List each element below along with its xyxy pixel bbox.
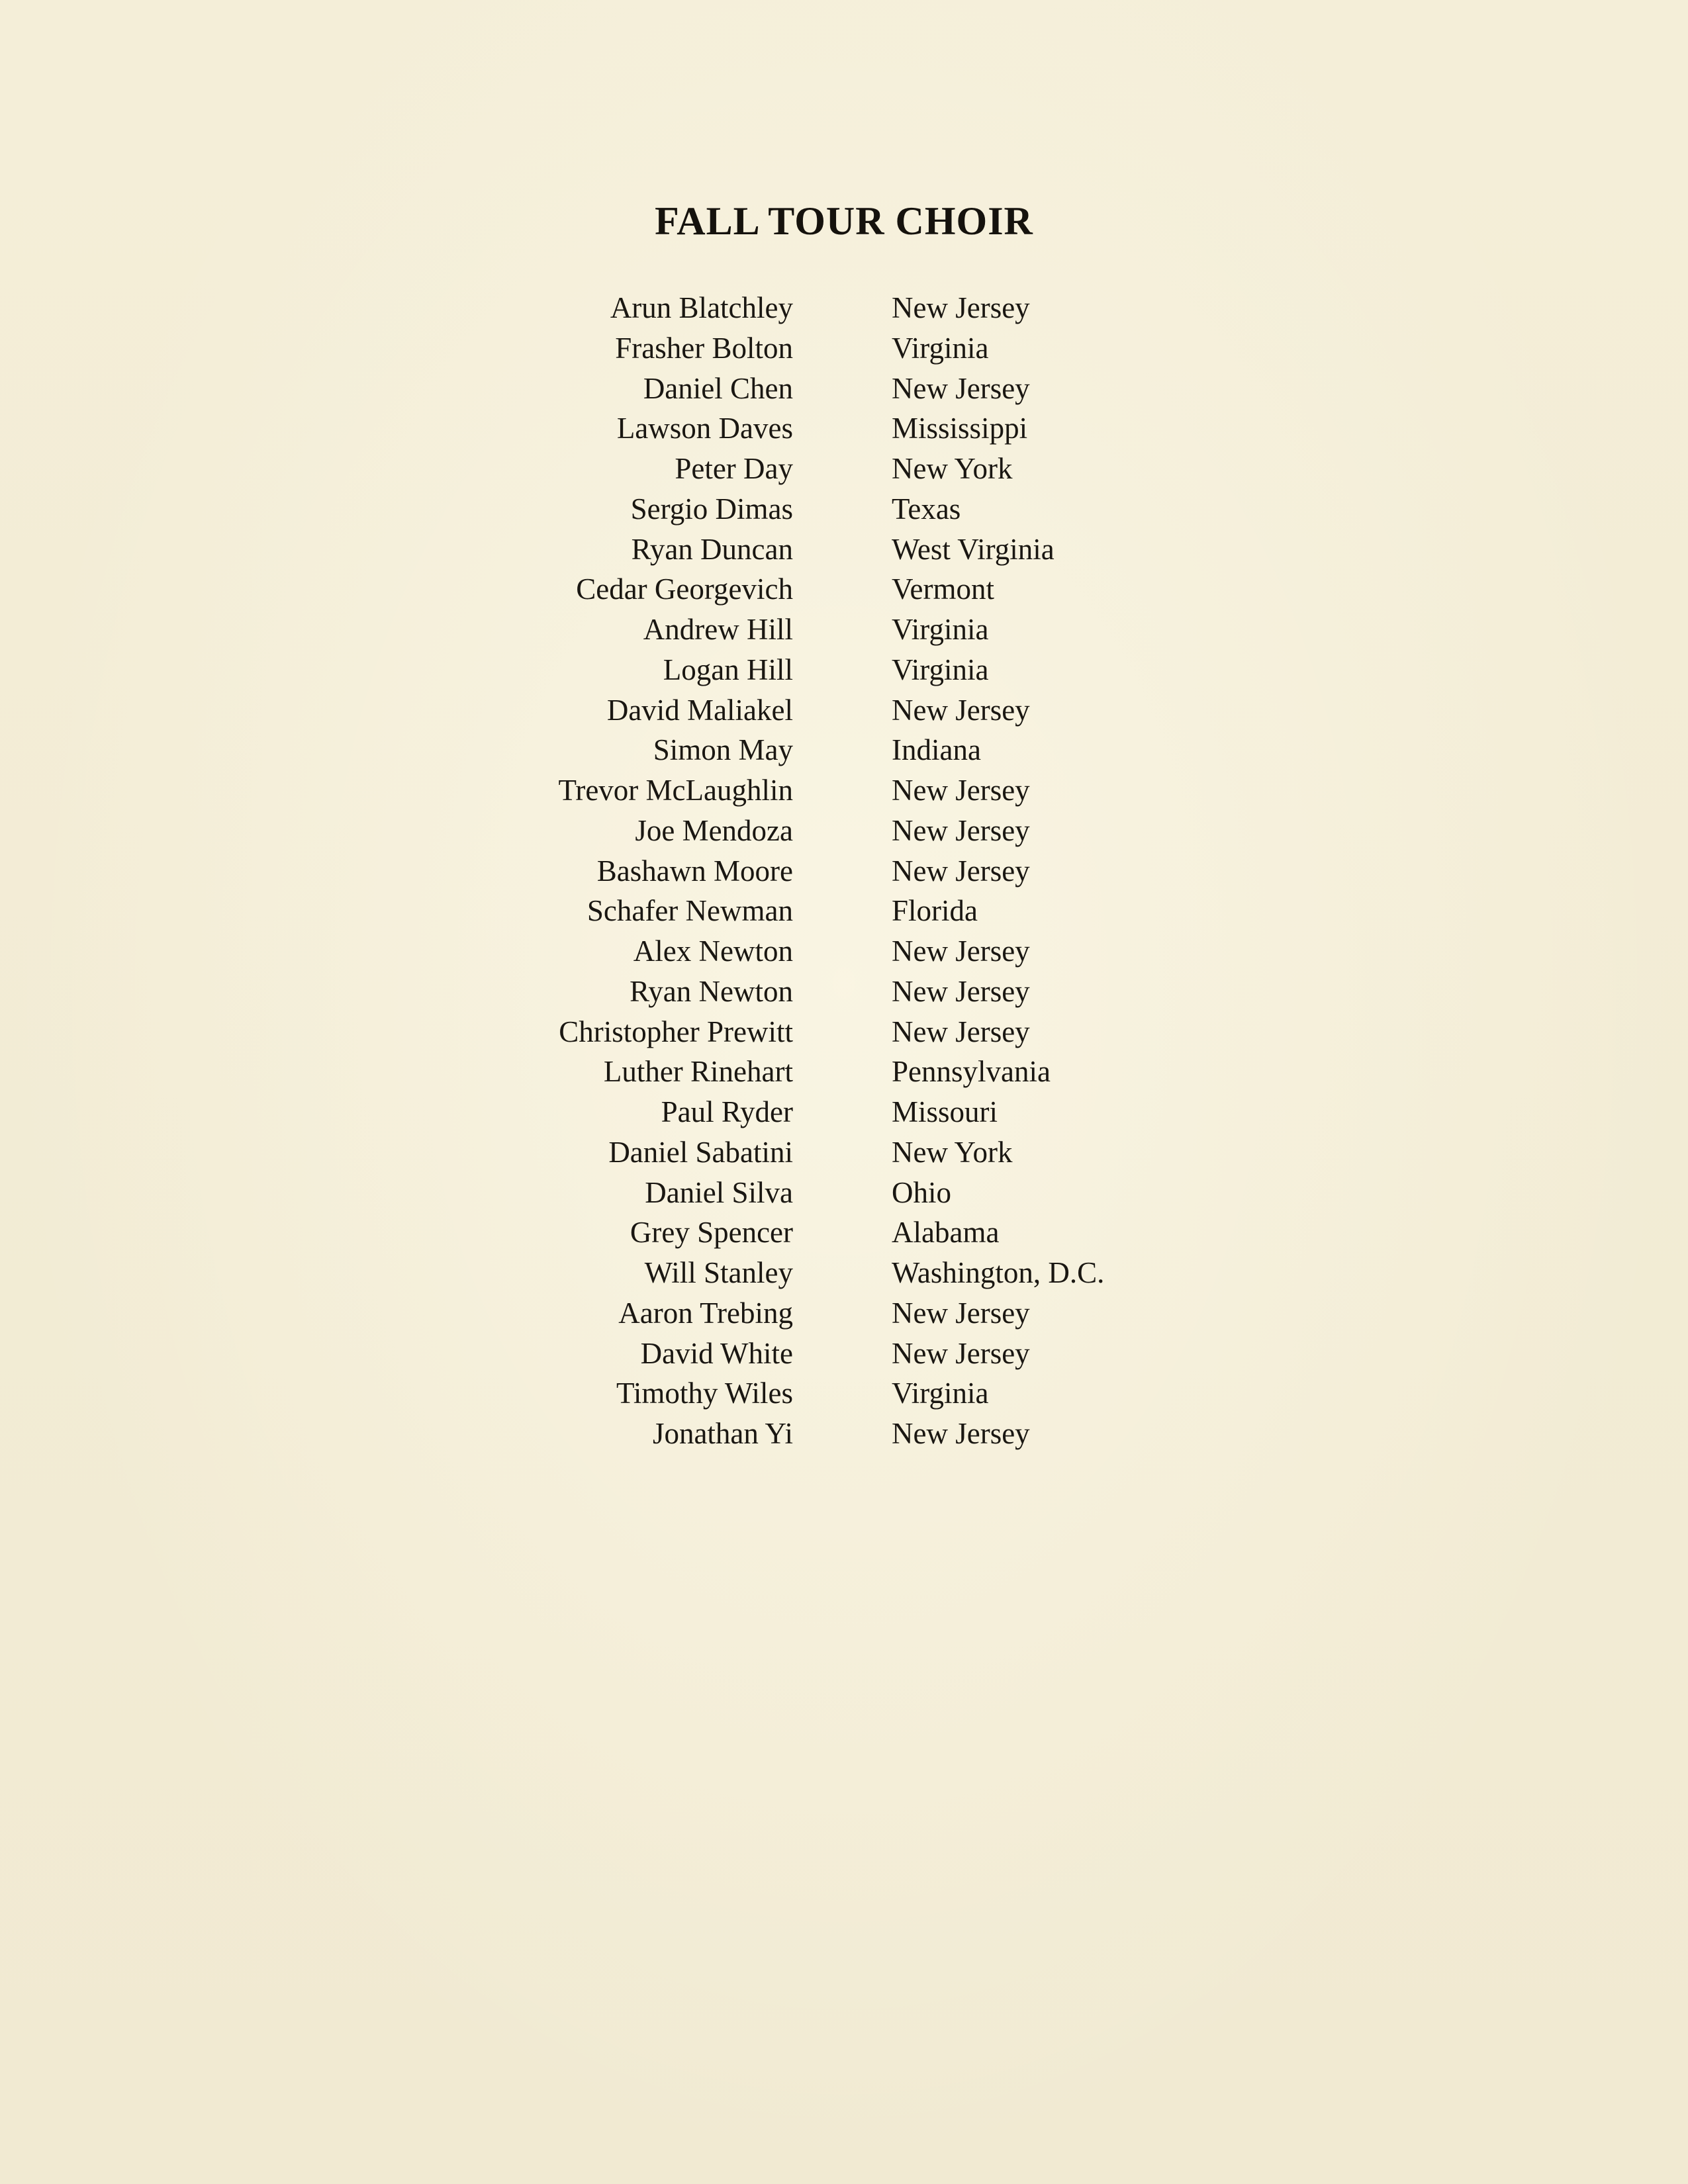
member-state: Indiana [892, 733, 981, 767]
member-name: Christopher Prewitt [559, 1015, 793, 1048]
member-state: Virginia [892, 613, 989, 646]
member-state: New Jersey [892, 291, 1030, 324]
member-state: New Jersey [892, 934, 1030, 968]
choir-roster [0, 288, 1688, 1454]
member-name: Paul Ryder [661, 1095, 793, 1128]
roster-row [0, 851, 1688, 891]
roster-row [0, 931, 1688, 972]
member-state: New Jersey [892, 1296, 1030, 1330]
member-state: Texas [892, 492, 961, 525]
member-name: David Maliakel [606, 693, 793, 727]
member-state: Ohio [892, 1175, 951, 1209]
member-name: Luther Rinehart [603, 1055, 793, 1089]
member-state: New Jersey [892, 854, 1030, 887]
roster-row [0, 529, 1688, 570]
member-state: Virginia [892, 1377, 989, 1410]
roster-row [0, 730, 1688, 770]
member-state: Missouri [892, 1095, 998, 1128]
member-name: Aaron Trebing [618, 1296, 793, 1330]
member-name: Schafer Newman [586, 894, 793, 928]
member-name: Peter Day [675, 452, 793, 485]
page-title: FALL TOUR CHOIR [655, 199, 1033, 243]
roster-row [0, 1052, 1688, 1092]
member-name: Sergio Dimas [630, 492, 793, 525]
roster-row [0, 1012, 1688, 1052]
roster-row [0, 1212, 1688, 1253]
roster-row [0, 449, 1688, 489]
roster-row [0, 690, 1688, 731]
member-name: Daniel Sabatini [608, 1135, 793, 1169]
member-name: Jonathan Yi [652, 1417, 793, 1450]
member-name: Daniel Chen [643, 371, 793, 405]
roster-row [0, 1373, 1688, 1414]
member-name: Andrew Hill [643, 613, 793, 646]
member-state: Virginia [892, 653, 989, 686]
member-state: Washington, D.C. [892, 1256, 1105, 1289]
member-state: West Virginia [892, 532, 1055, 566]
member-state: Mississippi [892, 412, 1028, 445]
member-name: Alex Newton [633, 934, 793, 968]
member-name: Frasher Bolton [615, 331, 793, 365]
member-state: New York [892, 452, 1013, 485]
member-state: New Jersey [892, 693, 1030, 727]
member-name: Bashawn Moore [596, 854, 793, 887]
member-state: New Jersey [892, 813, 1030, 847]
member-state: New Jersey [892, 1015, 1030, 1048]
roster-row [0, 770, 1688, 811]
roster-row [0, 489, 1688, 529]
roster-row [0, 408, 1688, 449]
roster-row [0, 1293, 1688, 1334]
member-name: Ryan Newton [630, 974, 793, 1008]
roster-row [0, 1334, 1688, 1374]
roster-row [0, 1173, 1688, 1213]
member-name: Joe Mendoza [635, 813, 793, 847]
member-name: Daniel Silva [645, 1175, 793, 1209]
member-name: Cedar Georgevich [576, 572, 793, 606]
roster-row [0, 1253, 1688, 1293]
roster-row [0, 1414, 1688, 1454]
member-name: Will Stanley [644, 1256, 793, 1289]
member-state: Alabama [892, 1216, 1000, 1250]
member-state: New Jersey [892, 774, 1030, 807]
member-name: Timothy Wiles [616, 1377, 793, 1410]
member-state: Florida [892, 894, 978, 928]
member-name: Ryan Duncan [631, 532, 793, 566]
member-name: David White [640, 1336, 793, 1370]
member-state: New Jersey [892, 1417, 1030, 1450]
member-name: Arun Blatchley [610, 291, 793, 324]
member-state: Vermont [892, 572, 994, 606]
member-state: Pennsylvania [892, 1055, 1051, 1089]
roster-row [0, 569, 1688, 610]
member-name: Logan Hill [663, 653, 793, 686]
roster-row [0, 811, 1688, 851]
member-name: Simon May [653, 733, 793, 767]
roster-row [0, 972, 1688, 1012]
roster-row [0, 1092, 1688, 1132]
member-state: New Jersey [892, 974, 1030, 1008]
roster-row [0, 650, 1688, 690]
roster-row [0, 610, 1688, 650]
member-name: Trevor McLaughlin [558, 774, 793, 807]
member-name: Grey Spencer [630, 1216, 793, 1250]
member-state: Virginia [892, 331, 989, 365]
member-state: New York [892, 1135, 1013, 1169]
member-state: New Jersey [892, 371, 1030, 405]
member-name: Lawson Daves [616, 412, 793, 445]
roster-row [0, 369, 1688, 409]
roster-row [0, 288, 1688, 328]
member-state: New Jersey [892, 1336, 1030, 1370]
roster-row [0, 328, 1688, 369]
roster-row [0, 891, 1688, 931]
roster-row [0, 1132, 1688, 1173]
